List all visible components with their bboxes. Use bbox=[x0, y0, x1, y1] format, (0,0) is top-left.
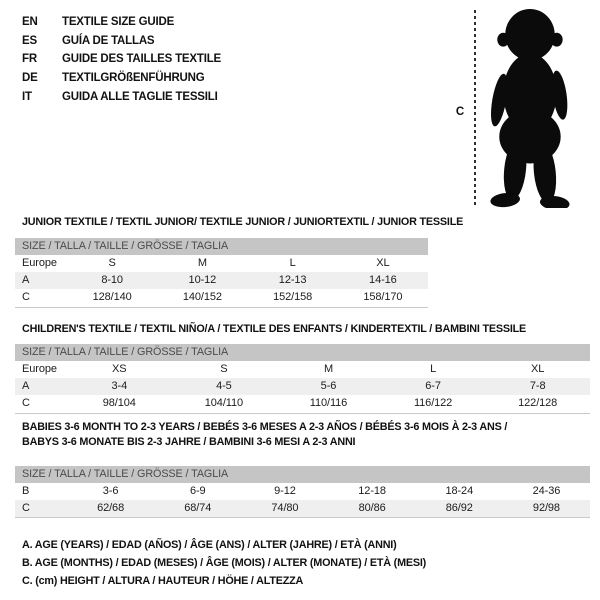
table-title-line: BABIES 3-6 MONTH TO 2-3 YEARS / BEBÉS 3-6 MESES A 2-3 AÑOS / BÉBÉS 3-6 MOIS À 2-3 ANS / bbox=[22, 421, 508, 433]
table-title-line: JUNIOR TEXTILE / TEXTIL JUNIOR/ TEXTILE JUNIOR / JUNIORTEXTIL / JUNIOR TESSILE bbox=[22, 216, 464, 228]
table-cell: M bbox=[197, 257, 207, 269]
language-title: TEXTILGRÖßENFÜHRUNG bbox=[62, 72, 205, 85]
table-cell: 80/86 bbox=[358, 502, 386, 515]
table-row bbox=[15, 255, 428, 272]
row-label: Europe bbox=[22, 257, 57, 269]
table-cell: 6-7 bbox=[425, 380, 441, 393]
language-row bbox=[22, 69, 221, 88]
row-label: C bbox=[22, 397, 30, 410]
table-cell: 158/170 bbox=[363, 291, 403, 304]
table-cell: XL bbox=[531, 363, 545, 375]
language-title: GUIDE DES TAILLES TEXTILE bbox=[62, 53, 221, 66]
table-cell: 92/98 bbox=[532, 502, 560, 515]
legend-note: A. AGE (YEARS) / EDAD (AÑOS) / ÂGE (ANS) / ALTER (JAHRE) / ETÀ (ANNI) bbox=[22, 539, 397, 551]
table-cell: XS bbox=[112, 363, 127, 375]
table-cell: 110/116 bbox=[309, 397, 348, 410]
table-cell: 3-4 bbox=[111, 380, 128, 393]
table-row bbox=[15, 395, 590, 412]
table-rows bbox=[15, 255, 428, 307]
height-dimension-label: C bbox=[455, 106, 465, 118]
row-label: C bbox=[22, 502, 30, 515]
row-label: Europe bbox=[22, 363, 57, 375]
size-header-bar: SIZE / TALLA / TAILLE / GRÖSSE / TAGLIA bbox=[15, 466, 590, 483]
height-dimension-line bbox=[474, 10, 476, 206]
table-cell: 10-12 bbox=[188, 274, 217, 287]
language-row bbox=[22, 50, 221, 69]
table-cell: 9-12 bbox=[274, 485, 296, 497]
table-row bbox=[15, 378, 590, 395]
table-cell: S bbox=[108, 257, 116, 269]
table-cell: 3-6 bbox=[102, 485, 119, 497]
table-row bbox=[15, 361, 590, 378]
table-cell: 18-24 bbox=[445, 485, 474, 497]
table-cell: 6-9 bbox=[189, 485, 206, 497]
language-code: FR bbox=[22, 53, 37, 66]
legend-note: C. (cm) HEIGHT / ALTURA / HAUTEUR / HÖHE / ALTEZZA bbox=[22, 575, 304, 587]
language-title-list bbox=[22, 13, 221, 107]
legend-notes bbox=[22, 536, 426, 590]
language-row bbox=[22, 32, 221, 51]
table-cell: 12-13 bbox=[278, 274, 307, 287]
table-title bbox=[22, 215, 463, 230]
table-rows bbox=[15, 361, 590, 413]
size-table bbox=[15, 238, 428, 308]
language-row bbox=[22, 88, 221, 107]
table-row bbox=[15, 483, 590, 500]
language-title: GUIDA ALLE TAGLIE TESSILI bbox=[62, 90, 218, 103]
table-cell: 7-8 bbox=[529, 380, 546, 393]
table-cell: L bbox=[289, 257, 296, 269]
table-cell: 12-18 bbox=[358, 485, 386, 497]
table-cell: S bbox=[220, 363, 228, 375]
legend-note: B. AGE (MONTHS) / EDAD (MESES) / ÂGE (MOIS) / ALTER (MONATE) / ETÀ (MESI) bbox=[22, 557, 427, 569]
table-cell: 140/152 bbox=[182, 291, 222, 304]
table-cell: 128/140 bbox=[92, 291, 132, 304]
table-row bbox=[15, 272, 428, 289]
baby-silhouette bbox=[481, 6, 573, 208]
size-header-bar: SIZE / TALLA / TAILLE / GRÖSSE / TAGLIA bbox=[15, 344, 590, 361]
language-row bbox=[22, 13, 221, 32]
table-cell: 68/74 bbox=[184, 502, 212, 515]
table-cell: XL bbox=[376, 257, 390, 269]
table-cell: 98/104 bbox=[102, 397, 136, 410]
language-code: ES bbox=[22, 34, 37, 47]
table-title-line: BABYS 3-6 MONATE BIS 2-3 JAHRE / BAMBINI 3-6 MESI A 2-3 ANNI bbox=[22, 436, 356, 448]
row-label: A bbox=[22, 380, 30, 393]
table-cell: 8-10 bbox=[101, 274, 123, 287]
table-cell: 62/68 bbox=[97, 502, 125, 515]
table-cell: 4-5 bbox=[216, 380, 232, 393]
table-cell: 74/80 bbox=[271, 502, 299, 515]
table-title-line: CHILDREN'S TEXTILE / TEXTIL NIÑO/A / TEXTILE DES ENFANTS / KINDERTEXTIL / BAMBINI TESSILE bbox=[22, 323, 527, 335]
size-table bbox=[15, 344, 590, 414]
row-label: A bbox=[22, 274, 30, 287]
table-title bbox=[22, 420, 507, 450]
table-cell: L bbox=[430, 363, 437, 375]
table-cell: 116/122 bbox=[413, 397, 453, 410]
language-code: DE bbox=[22, 72, 38, 85]
table-cell: 152/158 bbox=[273, 291, 313, 304]
table-cell: 24-36 bbox=[532, 485, 561, 497]
table-row bbox=[15, 289, 428, 306]
size-table bbox=[15, 466, 590, 518]
size-header-bar: SIZE / TALLA / TAILLE / GRÖSSE / TAGLIA bbox=[15, 238, 428, 255]
language-code: IT bbox=[22, 90, 32, 103]
table-cell: 122/128 bbox=[518, 397, 558, 410]
table-rows bbox=[15, 483, 590, 517]
table-cell: 86/92 bbox=[445, 502, 473, 515]
row-label: B bbox=[22, 485, 30, 497]
table-cell: 5-6 bbox=[320, 380, 337, 393]
table-cell: M bbox=[323, 363, 334, 375]
table-title bbox=[22, 322, 526, 337]
table-cell: 14-16 bbox=[369, 274, 397, 287]
language-title: GUÍA DE TALLAS bbox=[62, 34, 155, 47]
table-row bbox=[15, 500, 590, 517]
table-cell: 104/110 bbox=[204, 397, 244, 410]
language-title: TEXTILE SIZE GUIDE bbox=[62, 16, 175, 28]
language-code: EN bbox=[22, 16, 38, 28]
row-label: C bbox=[22, 291, 30, 304]
